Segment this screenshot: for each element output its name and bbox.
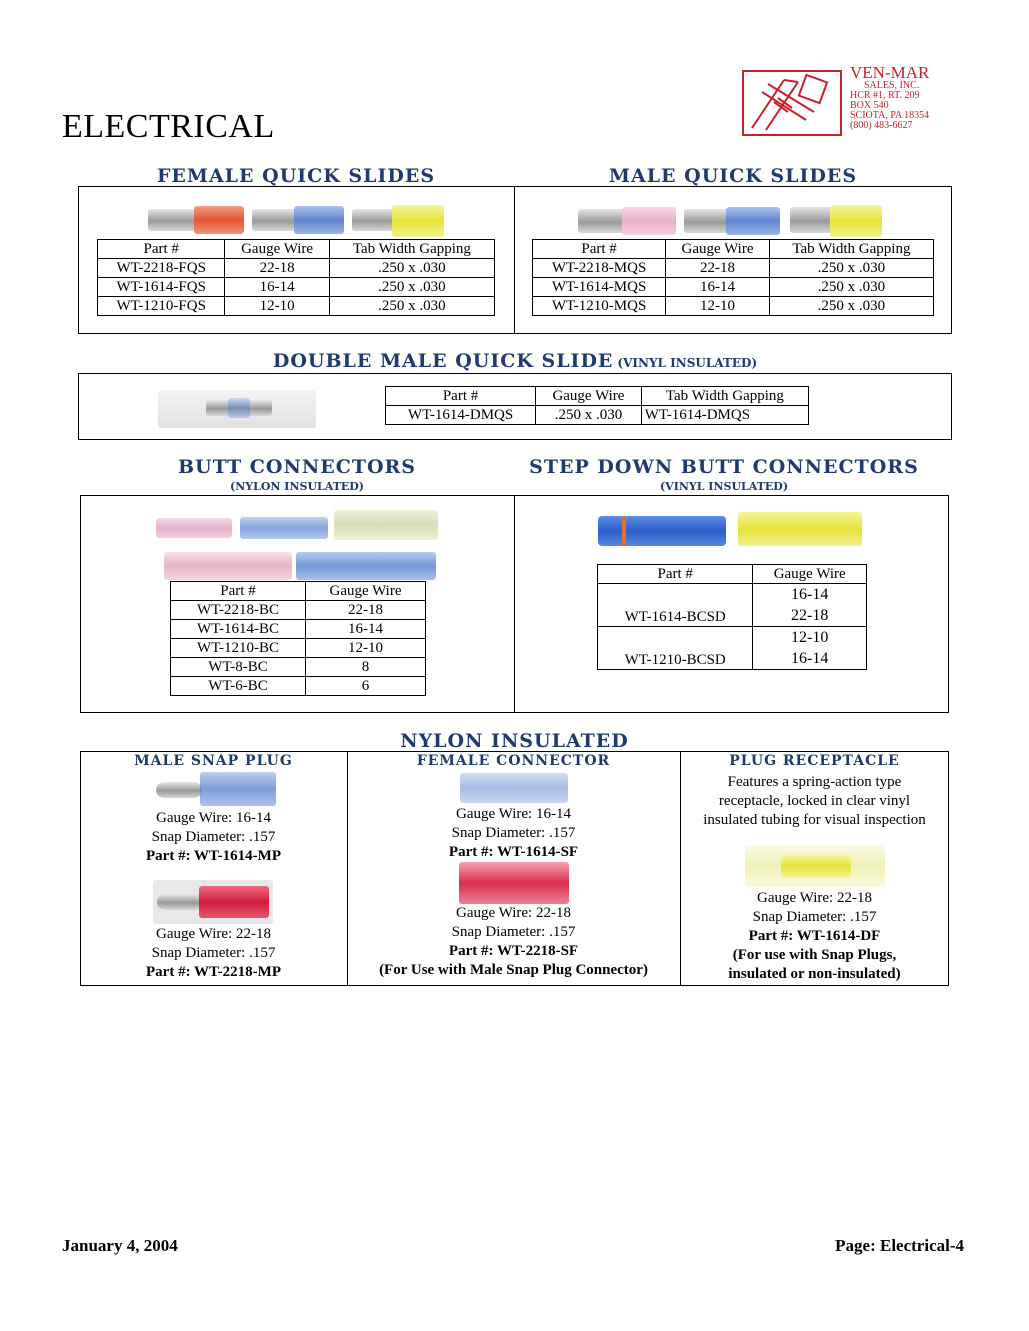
step-down-table bbox=[597, 564, 867, 670]
butt-connector-image bbox=[334, 510, 438, 540]
gauge-wire: .250 x .030 bbox=[536, 406, 642, 425]
table-header-row bbox=[98, 240, 495, 259]
table-row bbox=[386, 406, 809, 425]
snap-diameter: Snap Diameter: .157 bbox=[451, 924, 576, 940]
part-number: WT-1210-BC bbox=[171, 639, 306, 658]
part-number: WT-8-BC bbox=[171, 658, 306, 677]
step-down-title: STEP DOWN BUTT CONNECTORS bbox=[529, 456, 919, 478]
table-row bbox=[533, 259, 934, 278]
butt-connectors-table bbox=[170, 581, 426, 696]
table-row bbox=[171, 620, 426, 639]
part-number: Part #: WT-2218-MP bbox=[146, 964, 281, 980]
column-header: Part # bbox=[98, 240, 225, 259]
male-snap-plug-details bbox=[80, 809, 347, 866]
table-row bbox=[533, 278, 934, 297]
table-header-row bbox=[598, 565, 867, 584]
gauge-wire: Gauge Wire: 22-18 bbox=[757, 890, 872, 906]
step-down-connector-image bbox=[738, 512, 862, 546]
page-title: ELECTRICAL bbox=[62, 108, 275, 145]
gauge-wire: 12-10 bbox=[666, 297, 770, 316]
usage-note: (For Use with Male Snap Plug Connector) bbox=[379, 962, 648, 978]
divider bbox=[514, 495, 515, 713]
gauge-wire bbox=[753, 627, 867, 670]
description-line: insulated tubing for visual inspection bbox=[703, 812, 926, 828]
snap-diameter: Snap Diameter: .157 bbox=[151, 945, 276, 961]
table-row bbox=[171, 601, 426, 620]
part-number: WT-6-BC bbox=[171, 677, 306, 696]
gauge-wire: 6 bbox=[306, 677, 426, 696]
double-male-heading bbox=[78, 350, 952, 372]
description-line: receptacle, locked in clear vinyl bbox=[718, 793, 911, 809]
gauge-wire: Gauge Wire: 22-18 bbox=[156, 926, 271, 942]
male-quick-slide-image bbox=[684, 205, 780, 237]
column-header: Tab Width Gapping bbox=[641, 387, 808, 406]
divider bbox=[514, 186, 515, 334]
gauge-wire-to: 16-14 bbox=[791, 650, 829, 667]
part-number: WT-1614-BC bbox=[171, 620, 306, 639]
tab-width: .250 x .030 bbox=[769, 297, 933, 316]
double-male-table bbox=[385, 386, 809, 425]
column-header: Gauge Wire bbox=[753, 565, 867, 584]
company-logo bbox=[742, 70, 842, 136]
step-down-connector-image bbox=[598, 516, 726, 546]
female-connector-image bbox=[460, 773, 568, 803]
female-connector-title: FEMALE CONNECTOR bbox=[416, 753, 611, 769]
part-number: WT-1210-BCSD bbox=[598, 627, 753, 670]
double-male-title: DOUBLE MALE QUICK SLIDE bbox=[272, 350, 614, 372]
gauge-wire: 22-18 bbox=[306, 601, 426, 620]
step-down-subtitle: (VINYL INSULATED) bbox=[659, 480, 789, 493]
part-number: WT-1614-FQS bbox=[98, 278, 225, 297]
female-connector-details bbox=[347, 904, 680, 980]
table-row bbox=[598, 627, 867, 670]
description-line: Features a spring-action type bbox=[727, 774, 902, 790]
part-number: WT-1210-MQS bbox=[533, 297, 666, 316]
double-male-quick-slide-image bbox=[158, 390, 316, 428]
gauge-wire-from: 12-10 bbox=[791, 629, 829, 646]
column-header: Gauge Wire bbox=[225, 240, 329, 259]
gauge-wire: Gauge Wire: 22-18 bbox=[456, 905, 571, 921]
female-connector-image bbox=[459, 862, 569, 904]
nylon-insulated-title: NYLON INSULATED bbox=[400, 730, 629, 752]
bolt-logo-icon bbox=[744, 72, 840, 134]
column-header: Gauge Wire bbox=[306, 582, 426, 601]
gauge-wire-to: 22-18 bbox=[791, 607, 829, 624]
female-quick-slide-image bbox=[148, 203, 244, 235]
gauge-wire: Gauge Wire: 16-14 bbox=[156, 810, 271, 826]
gauge-wire: 12-10 bbox=[306, 639, 426, 658]
column-header: Tab Width Gapping bbox=[329, 240, 494, 259]
part-number: WT-2218-BC bbox=[171, 601, 306, 620]
gauge-wire: 12-10 bbox=[225, 297, 329, 316]
table-row bbox=[533, 297, 934, 316]
male-snap-plug-image bbox=[153, 880, 273, 924]
plug-receptacle-title: PLUG RECEPTACLE bbox=[729, 753, 900, 769]
company-line: SALES, INC. bbox=[864, 80, 920, 91]
column-header: Part # bbox=[171, 582, 306, 601]
table-row bbox=[171, 658, 426, 677]
butt-connector-image bbox=[296, 552, 436, 580]
female-quick-slide-image bbox=[252, 203, 344, 235]
double-male-subtitle: (VINYL INSULATED) bbox=[617, 356, 758, 370]
column-header: Gauge Wire bbox=[666, 240, 770, 259]
table-row bbox=[171, 677, 426, 696]
female-quick-slide-image bbox=[352, 203, 444, 237]
part-number: Part #: WT-1614-DF bbox=[748, 928, 881, 944]
female-quick-slides-title: FEMALE QUICK SLIDES bbox=[156, 165, 436, 187]
male-quick-slides-title: MALE QUICK SLIDES bbox=[608, 165, 858, 187]
male-snap-plug-image bbox=[156, 772, 276, 806]
table-header-row bbox=[386, 387, 809, 406]
company-line: SCIOTA, PA 18354 bbox=[850, 110, 930, 121]
part-number: WT-1614-DMQS bbox=[386, 406, 536, 425]
company-line: HCR #1, RT. 209 bbox=[850, 90, 920, 101]
male-snap-plug-details bbox=[80, 925, 347, 982]
part-number: WT-2218-MQS bbox=[533, 259, 666, 278]
company-line: BOX 540 bbox=[850, 100, 889, 111]
column-header: Gauge Wire bbox=[536, 387, 642, 406]
plug-receptacle-description bbox=[680, 773, 949, 830]
footer-page-number: Page: Electrical-4 bbox=[835, 1236, 964, 1255]
male-quick-slide-image bbox=[790, 203, 882, 237]
plug-receptacle-image bbox=[745, 845, 885, 887]
part-number: WT-1614-BCSD bbox=[598, 584, 753, 627]
company-info bbox=[850, 64, 929, 131]
column-header: Part # bbox=[533, 240, 666, 259]
footer-date: January 4, 2004 bbox=[62, 1236, 178, 1255]
gauge-wire: Gauge Wire: 16-14 bbox=[456, 806, 571, 822]
gauge-wire: 8 bbox=[306, 658, 426, 677]
table-header-row bbox=[533, 240, 934, 259]
snap-diameter: Snap Diameter: .157 bbox=[752, 909, 877, 925]
table-header-row bbox=[171, 582, 426, 601]
column-header: Tab Width Gapping bbox=[769, 240, 933, 259]
snap-diameter: Snap Diameter: .157 bbox=[151, 829, 276, 845]
butt-connectors-subtitle: (NYLON INSULATED) bbox=[229, 480, 365, 493]
usage-note: (For use with Snap Plugs, bbox=[732, 947, 897, 963]
company-name: VEN-MAR bbox=[850, 63, 930, 82]
column-header: Part # bbox=[386, 387, 536, 406]
snap-diameter: Snap Diameter: .157 bbox=[451, 825, 576, 841]
butt-connector-image bbox=[156, 518, 232, 538]
butt-connector-image bbox=[164, 552, 292, 580]
male-quick-slide-image bbox=[578, 205, 676, 237]
table-row bbox=[171, 639, 426, 658]
male-quick-slides-table bbox=[532, 239, 934, 316]
butt-connectors-title: BUTT CONNECTORS bbox=[177, 456, 417, 478]
part-number: Part #: WT-1614-MP bbox=[146, 848, 281, 864]
part-number: WT-1210-FQS bbox=[98, 297, 225, 316]
plug-receptacle-details bbox=[680, 889, 949, 984]
part-number: WT-2218-FQS bbox=[98, 259, 225, 278]
gauge-wire: 22-18 bbox=[666, 259, 770, 278]
company-line: (800) 483-6627 bbox=[850, 120, 913, 131]
tab-width: .250 x .030 bbox=[769, 278, 933, 297]
tab-width: .250 x .030 bbox=[769, 259, 933, 278]
female-quick-slides-table bbox=[97, 239, 495, 316]
male-snap-plug-title: MALE SNAP PLUG bbox=[134, 753, 293, 769]
table-row bbox=[98, 259, 495, 278]
usage-note: insulated or non-insulated) bbox=[728, 966, 901, 982]
column-header: Part # bbox=[598, 565, 753, 584]
tab-width: .250 x .030 bbox=[329, 278, 494, 297]
gauge-wire: 16-14 bbox=[666, 278, 770, 297]
butt-connector-image bbox=[240, 517, 328, 539]
tab-width: WT-1614-DMQS bbox=[641, 406, 808, 425]
table-row bbox=[598, 584, 867, 627]
tab-width: .250 x .030 bbox=[329, 297, 494, 316]
gauge-wire: 22-18 bbox=[225, 259, 329, 278]
gauge-wire: 16-14 bbox=[225, 278, 329, 297]
female-connector-details bbox=[347, 805, 680, 862]
part-number: Part #: WT-2218-SF bbox=[448, 943, 579, 959]
gauge-wire bbox=[753, 584, 867, 627]
table-row bbox=[98, 278, 495, 297]
part-number: WT-1614-MQS bbox=[533, 278, 666, 297]
table-row bbox=[98, 297, 495, 316]
gauge-wire-from: 16-14 bbox=[791, 586, 829, 603]
tab-width: .250 x .030 bbox=[329, 259, 494, 278]
gauge-wire: 16-14 bbox=[306, 620, 426, 639]
part-number: Part #: WT-1614-SF bbox=[448, 844, 579, 860]
